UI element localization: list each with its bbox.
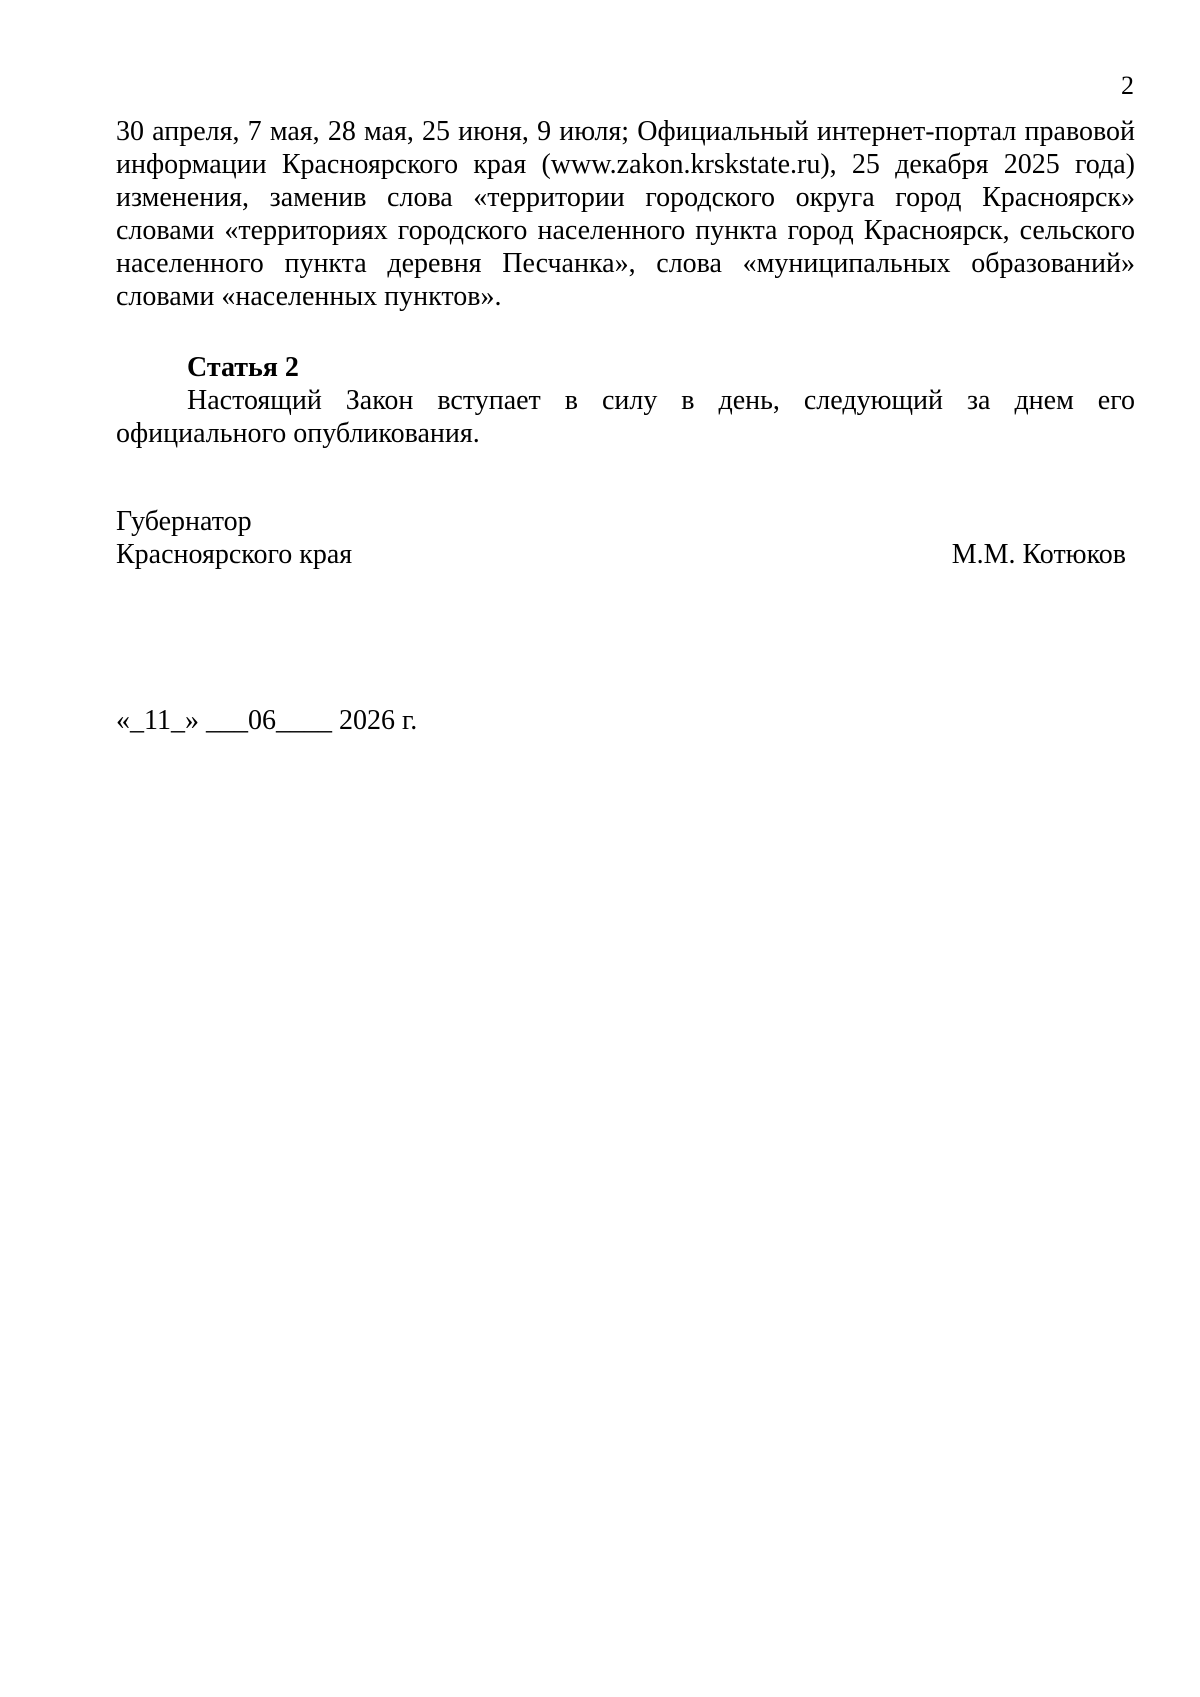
signature-row [116, 538, 1126, 571]
signature-block [116, 505, 1126, 571]
intro-paragraph: 30 апреля, 7 мая, 28 мая, 25 июня, 9 июля; Официальный интернет-портал правовой информации Красноярского края (www.zakon.krskstate.ru), 25 декабря 2025 года) изменения, заменив слова «территории городского округа город Красноярск» словами «территориях городского населенного пункта город Красноярск, сельского населенного пункта деревня Песчанка», слова «муниципальных образований» словами «населенных пунктов». [116, 116, 1135, 312]
signatory-position-line1: Губернатор [116, 506, 252, 537]
signing-date: «_11_» ___06____ 2026 г. [116, 705, 418, 736]
document-body [116, 115, 1135, 450]
article-2-text: Настоящий Закон вступает в силу в день, следующий за днем его официального опубликования. [116, 385, 1135, 449]
signatory-position-line2: Красноярского края [116, 539, 353, 570]
signatory-name: М.М. Котюков [951, 539, 1126, 570]
page-number: 2 [1121, 71, 1134, 100]
article-2-title: Статья 2 [187, 352, 299, 383]
